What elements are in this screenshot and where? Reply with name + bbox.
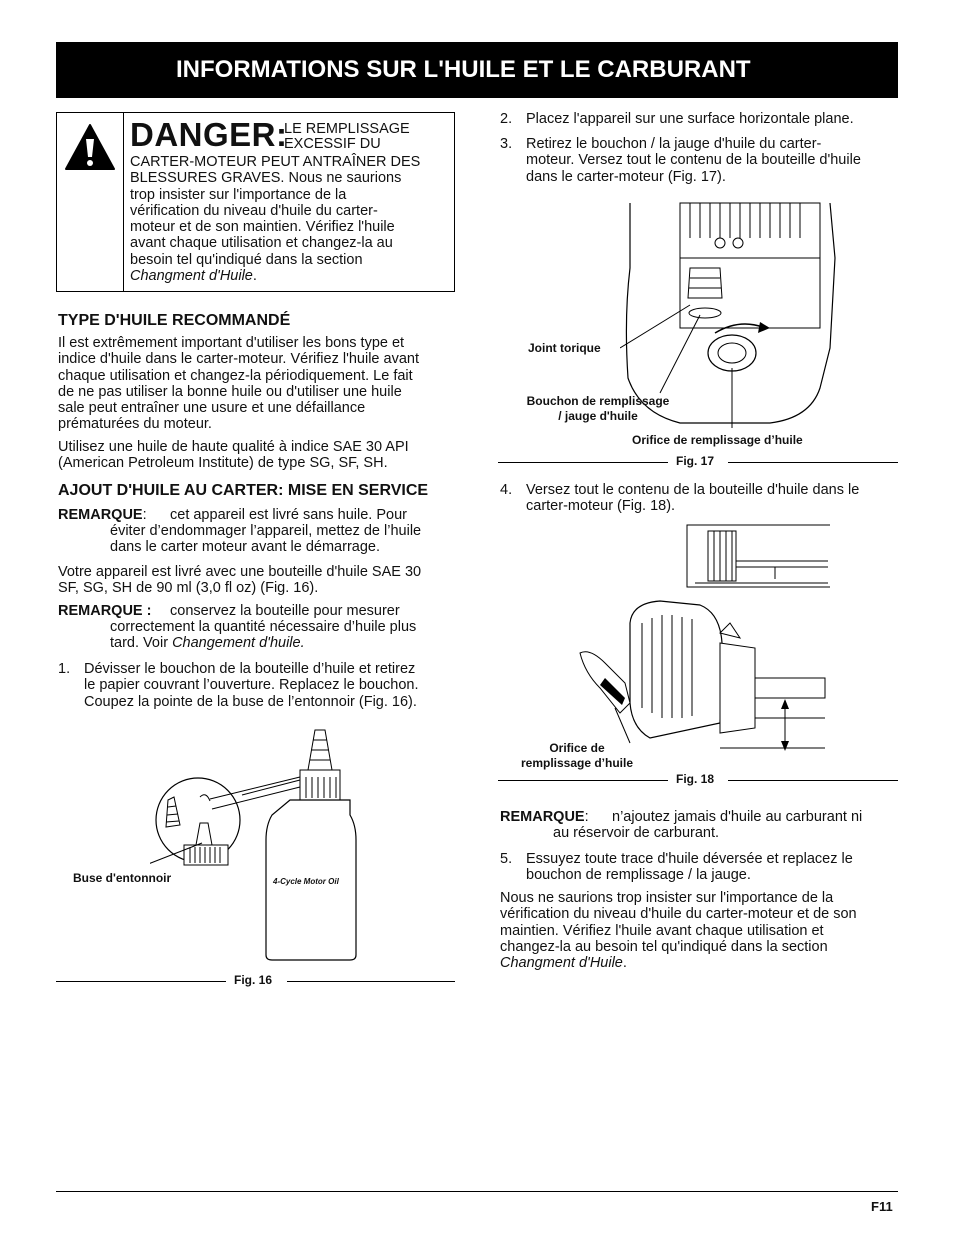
danger-word: DANGER:: [130, 116, 288, 153]
danger-divider: [123, 112, 124, 292]
remarque-1-line: cet appareil est livré sans huile. Pour: [170, 507, 407, 523]
fig16-caption: Fig. 16: [234, 973, 273, 987]
remarque-3-line: n’ajoutez jamais d'huile au carburant ni: [612, 809, 863, 825]
page-number: F11: [871, 1199, 893, 1214]
danger-text: CARTER-MOTEUR PEUT ANTRAÎNER DES BLESSURES GRAVES. Nous ne saurions trop insister sur l'importance de la vérification du niveau d'huile du carter- moteur et de son maintien. Vérifiez l'huile avant chaque utilisation et changez-la au besoin tel qu'indiqué dans la section Changment d'Huile.: [130, 154, 421, 285]
remarque-3: REMARQUE:: [500, 809, 589, 825]
remarque-2-line: conservez la bouteille pour mesurer: [170, 603, 400, 619]
fig18-rule-right: [728, 780, 898, 781]
fig16-label-buse: Buse d'entonnoir: [73, 871, 172, 885]
section-banner: INFORMATIONS SUR L'HUILE ET LE CARBURANT: [56, 42, 898, 98]
fig17-label-bouchon: Bouchon de remplissage / jauge d'huile: [526, 394, 670, 423]
step-2-num: 2.: [500, 111, 513, 127]
paragraph-type-huile: Il est extrêmement important d'utiliser les bons type et indice d'huile dans le carter-moteur. Vérifiez l'huile avant chaque utilisation et changez-la périodiquement. Le fait de ne pas utiliser la bonne huile ou d'utiliser une huile sale peut entraîner une usure et une défaillance prématurées du moteur.: [58, 335, 419, 433]
fig17-caption: Fig. 17: [676, 454, 715, 468]
warning-triangle-icon: [64, 123, 116, 171]
heading-type-huile: TYPE D'HUILE RECOMMANDÉ: [58, 312, 291, 329]
heading-ajout: AJOUT D'HUILE AU CARTER: MISE EN SERVICE: [58, 482, 429, 499]
footer-rule: [56, 1191, 898, 1192]
fig16-rule-left: [56, 981, 226, 982]
paragraph-bouteille: Votre appareil est livré avec une bouteille d'huile SAE 30 SF, SG, SH de 90 ml (3,0 fl oz) (Fig. 16).: [58, 564, 422, 597]
step-1-text: Dévisser le bouchon de la bouteille d’huile et retirez le papier couvrant l’ouverture. Replacez le bouchon. Coupez la pointe de la buse de l’entonnoir (Fig. 16).: [84, 661, 419, 710]
paragraph-final: Nous ne saurions trop insister sur l'importance de la vérification du niveau d'huile du carter-moteur et de son maintien. Vérifiez l'huile avant chaque utilisation et changez-la au besoin tel qu'indiqué dans la section Changment d'Huile.: [500, 890, 857, 972]
step-3-num: 3.: [500, 136, 513, 152]
step-1-num: 1.: [58, 661, 71, 677]
fig18-caption: Fig. 18: [676, 772, 715, 786]
danger-head: LE REMPLISSAGE EXCESSIF DU: [284, 121, 410, 152]
step-5-text: Essuyez toute trace d'huile déversée et replacez le bouchon de remplissage / la jauge.: [526, 851, 853, 884]
remarque-2-label: REMARQUE :: [58, 603, 152, 619]
fig17-rule-left: [498, 462, 668, 463]
fig17-rule-right: [728, 462, 898, 463]
fig16-illustration: [150, 725, 360, 965]
remarque-1-cont: éviter d’endommager l’appareil, mettez de l’huile dans le carter moteur avant le démarrage.: [110, 523, 422, 556]
step-3-text: Retirez le bouchon / la jauge d'huile du carter- moteur. Versez tout le contenu de la bouteille d'huile dans le carter-moteur (Fig. 17).: [526, 136, 861, 185]
step-4-num: 4.: [500, 482, 513, 498]
fig16-rule-right: [287, 981, 455, 982]
fig18-rule-left: [498, 780, 668, 781]
paragraph-sae: Utilisez une huile de haute qualité à indice SAE 30 API (American Petroleum Institute) de type SG, SF, SH.: [58, 439, 409, 472]
fig18-illustration: [570, 523, 830, 753]
fig17-label-joint: Joint torique: [528, 341, 601, 355]
remarque-2-cont: correctement la quantité nécessaire d’huile plus tard. Voir Changement d'huile.: [110, 619, 417, 652]
step-2-text: Placez l'appareil sur une surface horizontale plane.: [526, 111, 854, 127]
step-5-num: 5.: [500, 851, 513, 867]
fig17-label-orifice: Orifice de remplissage d’huile: [632, 433, 803, 447]
step-4-text: Versez tout le contenu de la bouteille d'huile dans le carter-moteur (Fig. 18).: [526, 482, 860, 515]
fig18-label-orifice: Orifice de remplissage d’huile: [520, 741, 634, 770]
bottle-label: 4-Cycle Motor Oil: [273, 877, 339, 886]
remarque-3-cont: au réservoir de carburant.: [553, 825, 720, 841]
remarque-1: REMARQUE:: [58, 507, 147, 523]
